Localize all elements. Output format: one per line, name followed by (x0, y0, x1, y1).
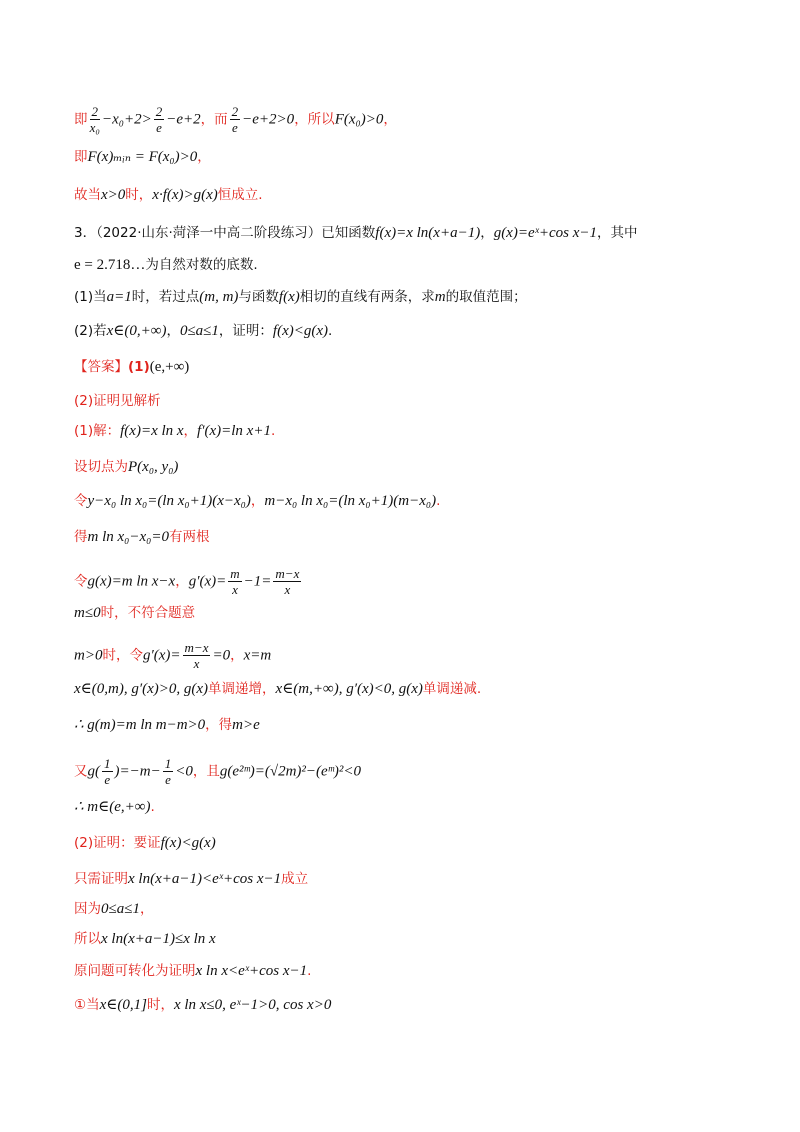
text-run: 因为 (74, 901, 101, 917)
text-run: ，所以 (294, 111, 335, 128)
text-line-l3 (74, 184, 263, 206)
text-run: ，而 (200, 111, 228, 128)
text-run: 令 (74, 573, 88, 590)
text-line-l21 (74, 832, 216, 854)
math-expression: g( (87, 763, 100, 780)
text-run: (2)证明见解析 (74, 393, 161, 409)
text-run: ， (166, 323, 180, 339)
math-expression: m−x₀ ln x₀=(ln x₀+1)(m−x₀) (264, 493, 437, 509)
fraction-denominator: x (193, 656, 200, 671)
text-line-l15 (74, 602, 195, 624)
text-run: 与函数 (238, 289, 279, 305)
fraction-denominator: e (104, 772, 111, 787)
text-run: ， (183, 423, 198, 439)
text-run: ，得 (205, 717, 233, 733)
text-line-l17 (74, 678, 481, 700)
math-expression: x∈(0,+∞) (106, 323, 167, 339)
math-expression: )=−m− (114, 763, 161, 780)
text-run: (1) (128, 359, 150, 375)
math-expression: ∴ g(m)=m ln m−m>0 (74, 717, 206, 733)
math-expression: f(x)=x ln(x+a−1) (375, 225, 481, 241)
math-expression: y−x₀ ln x₀=(ln x₀+1)(x−x₀) (87, 493, 251, 509)
text-run: ， (480, 225, 494, 241)
math-expression: =0 (212, 647, 231, 664)
fraction (228, 566, 241, 597)
math-expression: −e+2>0 (242, 111, 295, 128)
fraction-denominator: x₀ (89, 120, 100, 135)
text-line-l25 (74, 960, 311, 982)
math-expression: m>0 (74, 647, 103, 664)
text-run: ，证明： (218, 323, 273, 339)
math-expression: f(x)<g(x) (160, 835, 216, 851)
text-run: 即 (74, 111, 88, 128)
text-line-l9 (74, 390, 161, 412)
text-line-l13 (74, 526, 210, 548)
math-expression: ∴ m∈(e,+∞) (74, 799, 151, 815)
math-expression: a=1 (106, 289, 132, 305)
fraction (183, 640, 211, 671)
fraction-denominator: x (284, 582, 291, 597)
fraction-denominator: x (232, 582, 238, 597)
math-expression: −1= (243, 573, 272, 590)
fraction-numerator: 1 (104, 756, 111, 771)
text-run: 得 (74, 529, 88, 545)
math-expression: 0≤a≤1 (101, 901, 140, 917)
text-line-l1 (74, 104, 397, 135)
math-expression: x ln x<eˣ+cos x−1 (195, 963, 308, 979)
math-expression: x∈(m,+∞), g′(x)<0, g(x) (275, 681, 423, 697)
math-expression: x ln(x+a−1)<eˣ+cos x−1 (128, 871, 282, 887)
text-line-l26 (74, 994, 331, 1016)
text-run: 时， (125, 187, 153, 203)
text-run: 故当 (74, 187, 101, 203)
math-expression: x·f(x)>g(x) (152, 187, 218, 203)
fraction (163, 756, 174, 787)
math-expression: 0≤a≤1 (179, 323, 219, 339)
text-run: 时，若过点 (131, 289, 200, 305)
text-run: 又 (74, 763, 88, 780)
text-run: ， (250, 493, 265, 509)
fraction-denominator: e (165, 772, 171, 787)
text-run: ， (175, 573, 189, 590)
text-run: . (270, 423, 276, 439)
math-expression: x∈(0,m), g′(x)>0, g(x) (74, 681, 209, 697)
text-line-l4 (74, 222, 638, 244)
text-run: 有两根 (169, 529, 210, 545)
text-run: 【答案】 (74, 359, 128, 375)
text-run: 相切的直线有两条，求 (299, 289, 435, 305)
text-run: 只需证明 (74, 871, 128, 887)
math-expression: m (434, 289, 446, 305)
text-run: . (307, 963, 312, 979)
fraction (154, 104, 165, 135)
text-run: 的取值范围； (445, 289, 527, 305)
text-run: 即 (74, 149, 88, 165)
math-expression: x∈(0,1] (99, 997, 147, 1013)
math-expression: x>0 (101, 187, 126, 203)
math-expression: g′(x)= (142, 647, 181, 664)
fraction-numerator: m (230, 566, 240, 581)
text-run: ，其中 (597, 225, 638, 241)
text-run: ①当 (74, 997, 100, 1013)
text-run: 3．（2022·山东·菏泽一中高二阶段练习）已知函数 (74, 225, 376, 241)
text-run: . (150, 799, 155, 815)
fraction (90, 104, 101, 135)
math-expression: −x₀+2> (102, 111, 152, 128)
text-line-l5 (74, 254, 258, 276)
math-expression: F(x₀)>0 (334, 111, 384, 128)
math-expression: f(x) (278, 289, 300, 305)
text-run: ，且 (192, 763, 220, 780)
math-expression: e = 2.718… (74, 257, 146, 273)
math-expression: g(x)=eˣ+cos x−1 (493, 225, 597, 241)
text-run: 时， (146, 997, 174, 1013)
text-line-l2 (74, 146, 211, 168)
math-expression: m≤0 (74, 605, 101, 621)
text-run: (1)解： (74, 423, 121, 439)
text-line-l7 (74, 320, 332, 342)
text-run: 成立 (281, 871, 309, 887)
math-expression: g(e²ᵐ)=(√2m)²−(eᵐ)²<0 (219, 763, 362, 780)
math-expression: x ln(x+a−1)≤x ln x (101, 931, 216, 947)
text-line-l10 (74, 420, 275, 442)
math-expression: x ln x≤0, eˣ−1>0, cos x>0 (173, 997, 332, 1013)
text-run: 令 (74, 493, 88, 509)
text-run: . (328, 323, 333, 339)
math-expression: (m, m) (199, 289, 239, 305)
fraction-denominator: e (232, 120, 238, 135)
math-expression: m>e (232, 717, 260, 733)
text-run: (2)证明：要证 (74, 835, 161, 851)
text-run: 所以 (74, 931, 101, 947)
text-run: 原问题可转化为证明 (74, 963, 196, 979)
text-run: . (436, 493, 441, 509)
math-expression: f′(x)=ln x+1 (197, 423, 271, 439)
fraction-numerator: 2 (231, 104, 239, 119)
text-line-l23 (74, 898, 153, 920)
math-expression: −e+2 (166, 111, 201, 128)
math-expression: f(x)=x ln x (120, 423, 184, 439)
text-line-l6 (74, 286, 527, 308)
text-run: ， (230, 647, 244, 664)
fraction-denominator: e (156, 120, 162, 135)
fraction-numerator: m−x (184, 640, 209, 655)
math-expression: f(x)<g(x) (272, 323, 329, 339)
math-expression: P(x₀, y₀) (128, 459, 179, 475)
text-run: 单调递增， (208, 681, 276, 697)
math-expression: g(x)=m ln x−x (87, 573, 176, 590)
text-run: ， (383, 111, 397, 128)
fraction (230, 104, 241, 135)
text-run: ， (139, 901, 154, 917)
text-run: 设切点为 (74, 459, 128, 475)
fraction-numerator: 1 (164, 756, 172, 771)
fraction (102, 756, 113, 787)
text-run: 单调递减. (422, 681, 482, 697)
text-line-l14 (74, 566, 303, 597)
text-run: 时，不符合题意 (100, 605, 196, 621)
math-expression: <0 (175, 763, 193, 780)
math-expression: g′(x)= (188, 573, 227, 590)
text-run: (1)当 (74, 289, 107, 305)
text-line-l11 (74, 456, 178, 478)
fraction-numerator: m−x (275, 566, 300, 581)
fraction (273, 566, 301, 597)
text-line-l8 (74, 356, 189, 378)
fraction-numerator: 2 (155, 104, 163, 119)
fraction-numerator: 2 (91, 104, 98, 119)
text-line-l12 (74, 490, 440, 512)
math-expression: x=m (243, 647, 272, 664)
text-run: (2)若 (74, 323, 107, 339)
text-line-l20 (74, 796, 155, 818)
text-run: 恒成立. (217, 187, 263, 203)
text-line-l16 (74, 640, 271, 671)
text-run: 时，令 (102, 647, 143, 664)
math-expression: F(x)ₘᵢₙ = F(x₀)>0 (87, 149, 198, 165)
text-line-l18 (74, 714, 260, 736)
math-expression: (e,+∞) (149, 359, 190, 375)
text-line-l19 (74, 756, 361, 787)
text-line-l22 (74, 868, 308, 890)
text-run: ， (197, 149, 211, 165)
text-line-l24 (74, 928, 216, 950)
math-expression: m ln x₀−x₀=0 (87, 529, 169, 545)
text-run: 为自然对数的底数. (145, 257, 258, 273)
